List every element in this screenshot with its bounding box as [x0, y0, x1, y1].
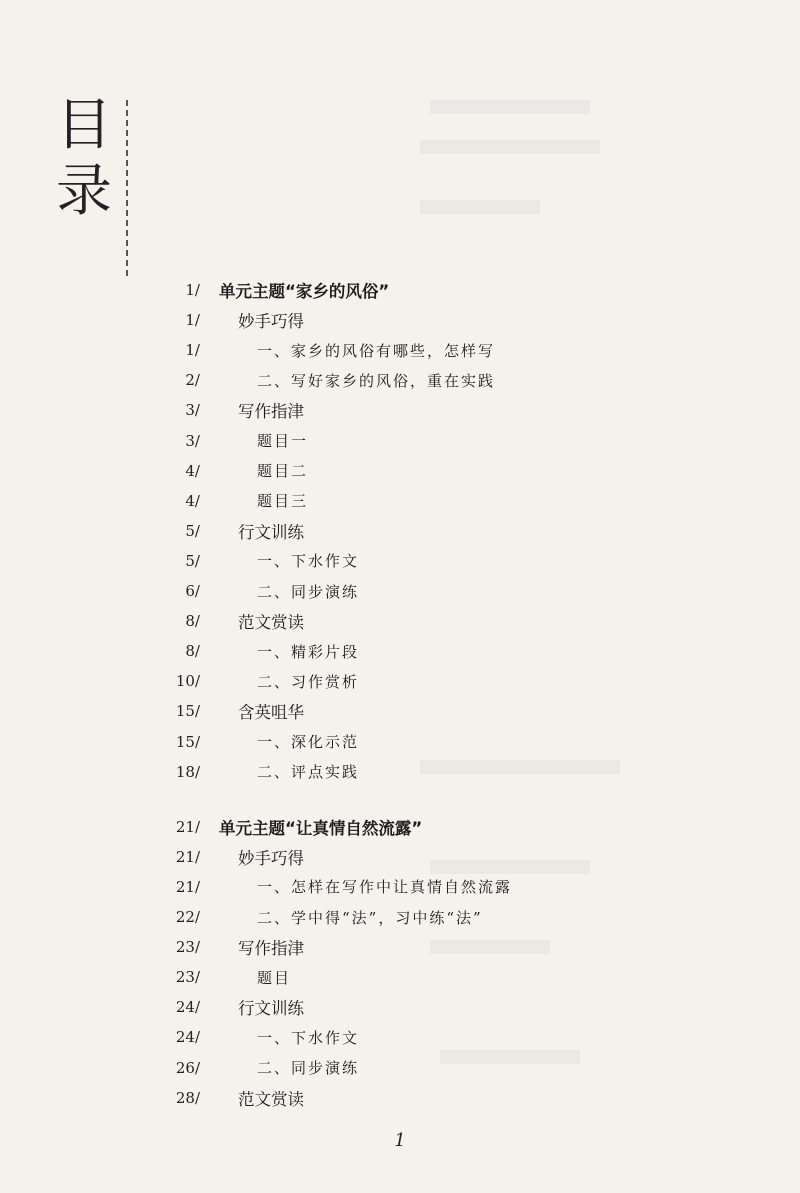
- toc-entry-title: 含英咀华: [238, 703, 304, 723]
- toc-entry-title: 一、下水作文: [257, 552, 360, 571]
- toc-page-number: 26/: [175, 1058, 200, 1077]
- toc-page-number: 24/: [175, 1028, 200, 1047]
- toc-page-number: 2/: [185, 371, 200, 390]
- toc-entry-title: 二、习作赏析: [257, 672, 360, 691]
- toc-entry-title: 题目三: [257, 492, 309, 511]
- toc-entry-title: 妙手巧得: [238, 312, 304, 332]
- toc-page-number: 6/: [185, 582, 200, 600]
- toc-entry-title: 二、学中得“法”，习中练“法”: [257, 908, 483, 927]
- toc-page-number: 10/: [175, 672, 200, 691]
- toc-page-number: 24/: [175, 998, 200, 1017]
- toc-page-number: 4/: [185, 491, 200, 510]
- toc-page-number: 21/: [175, 847, 200, 866]
- toc-entry-title: 一、怎样在写作中让真情自然流露: [257, 878, 513, 897]
- toc-page-number: 23/: [175, 938, 200, 957]
- toc-page-number: 18/: [175, 762, 200, 781]
- toc-entry-title: 妙手巧得: [238, 848, 304, 868]
- toc-page-number: 8/: [185, 612, 200, 631]
- toc-entry-title: 写作指津: [238, 939, 304, 959]
- toc-page-number: 1/: [185, 341, 200, 360]
- toc-entry-title: 一、精彩片段: [257, 642, 360, 661]
- toc-page-number: 4/: [185, 461, 200, 480]
- toc-entry-title: 行文训练: [238, 522, 304, 542]
- toc-entry-title: 二、同步演练: [257, 1059, 360, 1077]
- title-char-2: 录: [56, 159, 112, 224]
- toc-page-number: 1/: [185, 281, 200, 299]
- toc-page-number: 15/: [175, 732, 200, 751]
- toc-entry-title: 一、家乡的风俗有哪些，怎样写: [257, 341, 496, 360]
- toc-page-number: 21/: [175, 817, 200, 836]
- toc-entry-title: 二、评点实践: [257, 763, 360, 782]
- toc-page-number: 5/: [185, 551, 200, 570]
- toc-entry-title: 题目一: [257, 432, 309, 450]
- toc-page-number: 3/: [185, 431, 200, 450]
- title-char-1: 目: [56, 93, 112, 158]
- toc-entry-title: 单元主题“家乡的风俗”: [219, 282, 390, 301]
- toc-entry-title: 二、写好家乡的风俗，重在实践: [257, 371, 496, 390]
- page-number: 1: [394, 1130, 406, 1151]
- toc-page-number: 3/: [185, 401, 200, 420]
- toc-page-number: 5/: [185, 521, 200, 540]
- toc-entry-title: 题目: [257, 968, 292, 987]
- toc-page-number: 21/: [175, 877, 200, 896]
- toc-page-number: 8/: [185, 642, 200, 661]
- toc-entry-title: 范文赏读: [238, 613, 304, 633]
- toc-entry-title: 范文赏读: [238, 1089, 304, 1109]
- toc-entry-title: 二、同步演练: [257, 582, 360, 601]
- page-title: [56, 93, 112, 230]
- toc-page-number: 23/: [175, 968, 200, 987]
- toc-entry-title: 一、下水作文: [257, 1028, 360, 1047]
- toc-page-number: 22/: [175, 908, 200, 926]
- toc-entry-title: 写作指津: [238, 402, 304, 422]
- toc-entry-title: 一、深化示范: [257, 733, 360, 751]
- toc-page-number: 28/: [175, 1088, 200, 1107]
- toc-entry-title: 单元主题“让真情自然流露”: [219, 818, 423, 838]
- toc-page-number: 1/: [185, 311, 200, 330]
- toc-page-number: 15/: [175, 702, 200, 721]
- title-dashed-rule: [126, 100, 128, 276]
- toc-entry-title: 行文训练: [238, 999, 304, 1019]
- toc-entry-title: 题目二: [257, 462, 309, 481]
